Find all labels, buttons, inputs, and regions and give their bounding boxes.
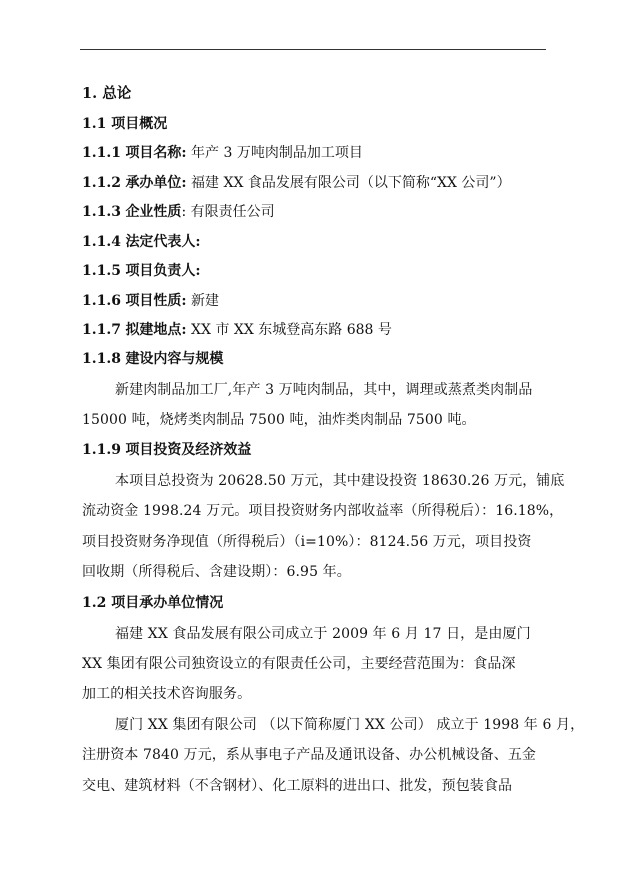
item-number: 1.1.4	[82, 234, 121, 250]
item-number: 1.1.8	[82, 351, 121, 367]
item-value: 福建 XX 食品发展有限公司（以下简称“XX 公司”）	[186, 175, 511, 191]
section-title: 项目承办单位情况	[111, 595, 224, 611]
item-1-1-2	[82, 174, 511, 192]
item-1-1-7	[82, 321, 392, 339]
item-number: 1.1.3	[82, 204, 121, 220]
company-line-3: 加工的相关技术咨询服务。	[82, 686, 252, 702]
parent-line-2: 注册资本 7840 万元，系从事电子产品及通讯设备、办公机械设备、五金	[82, 747, 537, 763]
item-label: 法定代表人:	[125, 234, 201, 250]
item-label: 企业性质	[125, 204, 182, 220]
item-number: 1.1.5	[82, 263, 121, 279]
investment-line-2: 流动资金 1998.24 万元。项目投资财务内部收益率（所得税后）：16.18%，	[82, 503, 564, 519]
item-1-1-3	[82, 203, 275, 221]
construction-line-2: 15000 吨，烧烤类肉制品 7500 吨，油炸类肉制品 7500 吨。	[82, 412, 476, 428]
company-line-2: XX 集团有限公司独资设立的有限责任公司，主要经营范围为：食品深	[82, 656, 516, 672]
item-1-1-5	[82, 262, 201, 280]
item-1-1-4	[82, 233, 201, 251]
item-number: 1.1.6	[82, 293, 121, 309]
item-label: 项目名称:	[125, 145, 187, 161]
investment-line-4: 回收期（所得税后、含建设期）：6.95 年。	[82, 564, 351, 580]
section-1-heading	[82, 85, 131, 103]
item-1-1-1	[82, 144, 363, 162]
item-1-1-8	[82, 350, 223, 368]
parent-line-3: 交电、建筑材料（不含钢材）、化工原料的进出口、批发，预包装食品	[82, 778, 513, 794]
construction-line-1: 新建肉制品加工厂,年产 3 万吨肉制品，其中，调理或蒸煮类肉制品	[115, 382, 533, 398]
section-number: 1.2	[82, 595, 107, 611]
item-label: 拟建地点:	[125, 322, 187, 338]
section-number: 1.1	[82, 116, 107, 132]
item-1-1-6	[82, 292, 219, 310]
investment-line-3: 项目投资财务净现值（所得税后）（i=10%）：8124.56 万元，项目投资	[82, 534, 532, 550]
item-number: 1.1.9	[82, 442, 121, 458]
item-label: 建设内容与规模	[125, 351, 224, 367]
item-label: 项目负责人:	[125, 263, 201, 279]
section-title: 总论	[102, 85, 132, 102]
item-value: XX 市 XX 东城登高东路 688 号	[186, 322, 392, 338]
section-title: 项目概况	[111, 116, 168, 132]
item-number: 1.1.2	[82, 175, 121, 191]
section-1-2-heading	[82, 594, 223, 612]
section-number: 1.	[82, 85, 98, 102]
parent-line-1: 厦门 XX 集团有限公司 （以下简称厦门 XX 公司） 成立于 1998 年 6 月，	[115, 717, 585, 733]
section-1-1-heading	[82, 115, 167, 133]
item-number: 1.1.1	[82, 145, 121, 161]
header-rule	[80, 49, 546, 50]
item-value: : 有限责任公司	[181, 204, 275, 220]
item-number: 1.1.7	[82, 322, 121, 338]
company-line-1: 福建 XX 食品发展有限公司成立于 2009 年 6 月 17 日，是由厦门	[115, 626, 531, 642]
investment-line-1: 本项目总投资为 20628.50 万元，其中建设投资 18630.26 万元，铺底	[115, 473, 565, 489]
item-1-1-9	[82, 441, 251, 459]
item-label: 项目性质:	[125, 293, 187, 309]
item-value: 新建	[186, 293, 220, 309]
item-value: 年产 3 万吨肉制品加工项目	[186, 145, 363, 161]
item-label: 承办单位:	[125, 175, 187, 191]
item-label: 项目投资及经济效益	[125, 442, 252, 458]
